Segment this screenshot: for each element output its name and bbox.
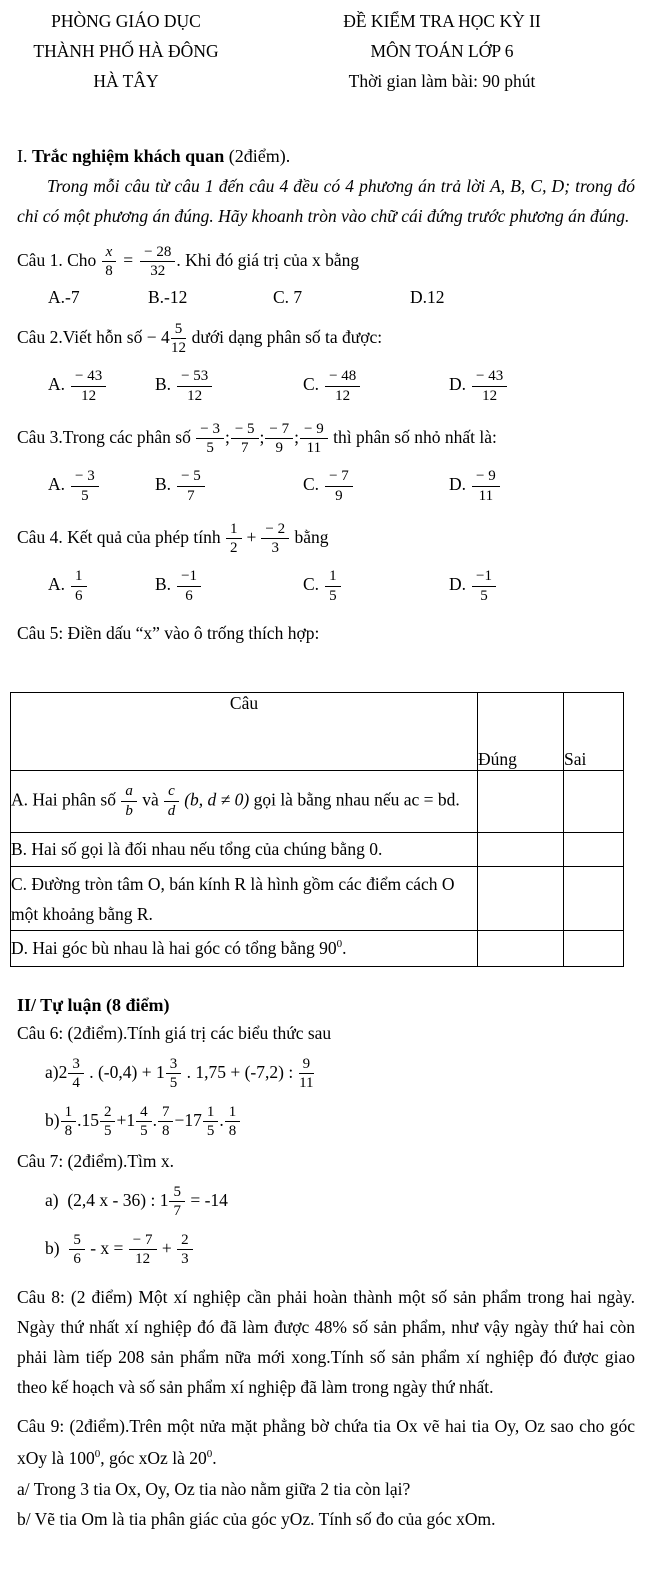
option-label: C.	[303, 474, 320, 495]
operator: . 1,75 + (-7,2) :	[186, 1062, 294, 1082]
question-3-options	[48, 464, 650, 508]
numerator: 3	[166, 1056, 182, 1075]
option-label: D.	[449, 574, 467, 595]
option-a	[48, 468, 155, 505]
denominator: 12	[135, 1251, 151, 1268]
column-header-sai: Sai	[564, 693, 624, 771]
fraction	[168, 1184, 186, 1221]
fraction	[120, 783, 138, 820]
question-9-period: .	[212, 1448, 217, 1468]
operator: .	[152, 1110, 157, 1130]
denominator: 5	[103, 1123, 112, 1140]
denominator: 5	[169, 1075, 178, 1092]
section-1-number: I.	[17, 146, 32, 166]
answer-cell-a-dung	[478, 771, 564, 833]
question-5: Câu 5: Điền dấu “x” vào ô trống thích hợp:	[17, 623, 320, 643]
numerator: − 28	[140, 244, 175, 263]
fraction	[225, 521, 243, 558]
denominator: 5	[480, 587, 488, 604]
table-row-b	[11, 833, 624, 867]
denominator: 11	[299, 1075, 314, 1092]
question-9	[17, 1410, 635, 1474]
numerator: 1	[225, 1104, 241, 1123]
option-a: A.-7	[48, 287, 80, 307]
office-line-3: HÀ TÂY	[93, 71, 159, 91]
exam-duration: Thời gian làm bài: 90 phút	[348, 71, 536, 91]
denominator: 7	[173, 1203, 181, 1220]
numerator: 5	[171, 321, 187, 340]
question-4-lead: Câu 4. Kết quả của phép tính	[17, 527, 221, 547]
equals-sign: =	[123, 250, 134, 270]
separator: ;	[259, 427, 265, 447]
fraction	[230, 421, 260, 458]
exam-header	[0, 0, 650, 96]
denominator: 9	[275, 440, 284, 457]
denominator: 7	[240, 440, 249, 457]
numerator: 1	[325, 568, 341, 587]
denominator: 5	[206, 440, 214, 457]
numerator: 4	[136, 1104, 152, 1123]
question-3	[17, 414, 650, 460]
integer: 2	[58, 1062, 68, 1082]
true-false-table	[10, 692, 624, 967]
plus-sign: +	[246, 527, 257, 547]
numerator: − 48	[325, 368, 360, 387]
option-label: A.	[48, 574, 66, 595]
denominator: b	[125, 803, 133, 819]
integer: 1	[155, 1062, 165, 1082]
denominator: 3	[181, 1251, 189, 1268]
option-a	[48, 368, 155, 405]
question-1-tail: . Khi đó giá trị của x bằng	[176, 250, 360, 270]
option-b: B.-12	[148, 287, 188, 307]
fraction	[202, 1104, 220, 1141]
option-label: C.	[303, 374, 320, 395]
numerator: x	[102, 244, 117, 263]
numerator: − 7	[129, 1232, 157, 1251]
fraction	[70, 368, 107, 405]
part-label: b)	[45, 1238, 60, 1258]
section-1-heading	[17, 146, 650, 167]
section-1-instructions: Trong mỗi câu từ câu 1 đến câu 4 đều có 4 phương án trả lời A, B, C, D; trong đó chỉ có một phương án đúng. Hãy khoanh tròn vào chữ cái đứng trước phương án đúng.	[17, 176, 635, 226]
answer-cell-a-sai	[564, 771, 624, 833]
fraction	[260, 521, 290, 558]
question-1	[17, 237, 650, 283]
option-label: B.	[155, 574, 172, 595]
option-c: C. 7	[273, 287, 303, 307]
numerator: 7	[158, 1104, 174, 1123]
statement-b: B. Hai số gọi là đối nhau nếu tổng của chúng bằng 0.	[11, 833, 478, 867]
numerator: − 5	[231, 421, 259, 440]
option-c	[303, 568, 449, 605]
answer-cell-c-sai	[564, 867, 624, 931]
office-line-1: PHÒNG GIÁO DỤC	[51, 11, 201, 31]
statement-d-text: D. Hai góc bù nhau là hai góc có tổng bằng 90	[11, 938, 337, 958]
column-header-dung: Đúng	[478, 693, 564, 771]
fraction	[176, 568, 202, 605]
question-6b	[45, 1096, 650, 1144]
denominator: 6	[73, 1251, 81, 1268]
option-d: D.12	[410, 287, 445, 307]
denominator: d	[167, 803, 176, 819]
negative-integer: − 4	[146, 327, 170, 347]
fraction	[60, 1104, 78, 1141]
denominator: 32	[150, 263, 166, 280]
denominator: 6	[185, 587, 193, 604]
fraction	[471, 568, 497, 605]
denominator: 12	[187, 387, 203, 404]
fraction	[176, 1232, 194, 1269]
denominator: 12	[335, 387, 351, 404]
numerator: 2	[177, 1232, 193, 1251]
option-d	[449, 568, 497, 605]
denominator: 8	[64, 1123, 73, 1140]
denominator: 5	[81, 487, 89, 504]
question-2-tail: dưới dạng phân số ta được:	[191, 327, 383, 347]
option-label: C.	[303, 574, 320, 595]
numerator: 1	[203, 1104, 219, 1123]
numerator: − 2	[261, 521, 289, 540]
option-c	[303, 468, 449, 505]
option-b	[155, 368, 303, 405]
numerator: a	[121, 783, 137, 802]
numerator: − 9	[300, 421, 328, 440]
numerator: − 3	[71, 468, 99, 487]
option-label: B.	[155, 474, 172, 495]
statement-d	[11, 931, 478, 967]
question-4-tail: bằng	[294, 527, 329, 547]
question-2	[17, 314, 650, 360]
numerator: − 43	[472, 368, 507, 387]
fraction	[128, 1232, 158, 1269]
numerator: 3	[68, 1056, 84, 1075]
denominator: 5	[329, 587, 337, 604]
part-label: a)	[45, 1062, 59, 1082]
denominator: 6	[75, 587, 83, 604]
question-8: Câu 8: (2 điểm) Một xí nghiệp cần phải hoàn thành một số sản phẩm trong hai ngày. Ngày thứ nhất xí nghiệp đó đã làm được 48% số sản phẩm, như vậy ngày thứ hai còn phải làm tiếp 208 sản phẩm nữa mới xong.Tính số sản phẩm xí nghiệp đó được giao theo kế hoạch và số sản phẩm xí nghiệp đã làm trong ngày thứ nhất.	[17, 1287, 635, 1397]
statement-d-period: .	[342, 938, 347, 958]
fraction	[324, 468, 354, 505]
question-1-lead: Câu 1. Cho	[17, 250, 97, 270]
numerator: − 3	[196, 421, 224, 440]
operator: . (-0,4) +	[89, 1062, 152, 1082]
statement-a-text: gọi là bằng nhau nếu ac = bd.	[253, 789, 460, 810]
question-1-options	[48, 287, 650, 308]
answer-cell-d-dung	[478, 931, 564, 967]
part-label: b)	[45, 1110, 60, 1130]
fraction	[68, 1232, 86, 1269]
superscript-degree: 0	[206, 1448, 213, 1461]
fraction	[157, 1104, 175, 1141]
separator: ;	[294, 427, 300, 447]
denominator: 3	[271, 540, 279, 557]
table-row-c	[11, 867, 624, 931]
expression: +	[161, 1238, 172, 1258]
option-c	[303, 368, 449, 405]
fraction	[176, 368, 213, 405]
fraction	[170, 321, 188, 358]
option-label: A.	[48, 374, 66, 395]
numerator: 5	[69, 1232, 85, 1251]
question-3-tail: thì phân số nhỏ nhất là:	[333, 427, 497, 447]
expression: (2,4 x - 36) : 1	[67, 1190, 169, 1210]
fraction	[101, 244, 118, 281]
denominator: 12	[170, 340, 186, 357]
numerator: 5	[169, 1184, 185, 1203]
question-4	[17, 514, 650, 560]
question-2-lead: Câu 2.Viết hỗn số	[17, 327, 143, 347]
denominator: 4	[72, 1075, 80, 1092]
numerator: − 43	[71, 368, 106, 387]
table-header-row	[11, 693, 624, 771]
question-6-title: Câu 6: (2điểm).Tính giá trị các biểu thức sau	[17, 1023, 332, 1043]
fraction	[165, 1056, 183, 1093]
operator: −17	[174, 1110, 202, 1130]
fraction	[139, 244, 176, 281]
section-1-title: Trắc nghiệm khách quan	[32, 146, 225, 166]
option-label: D.	[449, 474, 467, 495]
fraction	[471, 468, 501, 505]
denominator: 12	[482, 387, 498, 404]
numerator: 1	[61, 1104, 77, 1123]
denominator: 8	[105, 263, 113, 280]
fraction	[299, 421, 329, 458]
statement-c: C. Đường tròn tâm O, bán kính R là hình gồm các điểm cách O một khoảng bằng R.	[11, 867, 478, 931]
fraction	[70, 568, 88, 605]
numerator: 1	[71, 568, 87, 587]
option-d	[449, 468, 501, 505]
statement-a-text: A. Hai phân số	[11, 789, 116, 810]
numerator: − 7	[265, 421, 293, 440]
fraction	[264, 421, 294, 458]
question-9b: b/ Vẽ tia Om là tia phân giác của góc yOz. Tính số đo của góc xOm.	[17, 1509, 496, 1529]
question-2-options	[48, 364, 650, 408]
operator: .	[219, 1110, 224, 1130]
option-b	[155, 468, 303, 505]
fraction	[324, 568, 342, 605]
numerator: 1	[226, 521, 242, 540]
numerator: 9	[299, 1056, 315, 1075]
operator: +1	[116, 1110, 136, 1130]
table-row-a	[11, 771, 624, 833]
answer-cell-b-dung	[478, 833, 564, 867]
numerator: 2	[100, 1104, 116, 1123]
numerator: − 9	[472, 468, 500, 487]
option-a	[48, 568, 155, 605]
fraction	[99, 1104, 117, 1141]
option-label: D.	[449, 374, 467, 395]
separator: ;	[224, 427, 230, 447]
fraction	[471, 368, 508, 405]
denominator: 11	[306, 440, 322, 457]
question-9-text: Câu 9: (2điểm).Trên một nửa mặt phẳng bờ chứa tia Ox vẽ hai tia Oy, Oz sao cho góc xOy là 100	[17, 1416, 635, 1468]
option-d	[449, 368, 508, 405]
numerator: − 53	[177, 368, 212, 387]
numerator: −1	[177, 568, 201, 587]
denominator: 8	[161, 1123, 170, 1140]
exam-subject: MÔN TOÁN LỚP 6	[370, 41, 514, 61]
expression: = -14	[190, 1190, 228, 1210]
fraction	[298, 1056, 316, 1093]
question-7-title: Câu 7: (2điểm).Tìm x.	[17, 1151, 174, 1171]
option-b	[155, 568, 303, 605]
denominator: 12	[81, 387, 97, 404]
operator: .15	[77, 1110, 99, 1130]
superscript-degree: 0	[336, 938, 343, 951]
numerator: − 5	[177, 468, 205, 487]
fraction	[224, 1104, 242, 1141]
column-header-cau: Câu	[11, 693, 478, 771]
exam-title: ĐỀ KIỂM TRA HỌC KỲ II	[343, 11, 541, 31]
denominator: 7	[187, 487, 195, 504]
option-label: B.	[155, 374, 172, 395]
question-4-options	[48, 564, 650, 608]
denominator: 2	[230, 540, 238, 557]
numerator: −1	[472, 568, 496, 587]
answer-cell-c-dung	[478, 867, 564, 931]
superscript-degree: 0	[94, 1448, 101, 1461]
fraction	[163, 783, 180, 820]
denominator: 8	[228, 1123, 237, 1140]
statement-a-condition: (b, d ≠ 0)	[184, 789, 250, 810]
answer-cell-d-sai	[564, 931, 624, 967]
fraction	[67, 1056, 85, 1093]
denominator: 5	[140, 1123, 148, 1140]
fraction	[70, 468, 100, 505]
question-9-text: , góc xOz là 20	[100, 1448, 207, 1468]
question-6a	[45, 1048, 650, 1096]
denominator: 11	[478, 487, 494, 504]
statement-a-text: và	[142, 789, 159, 810]
numerator: − 7	[325, 468, 353, 487]
fraction	[176, 468, 206, 505]
fraction	[195, 421, 225, 458]
answer-cell-b-sai	[564, 833, 624, 867]
question-7a	[45, 1176, 650, 1224]
question-9a: a/ Trong 3 tia Ox, Oy, Oz tia nào nằm giữa 2 tia còn lại?	[17, 1479, 411, 1499]
office-line-2: THÀNH PHỐ HÀ ĐÔNG	[33, 41, 219, 61]
denominator: 9	[335, 487, 343, 504]
option-label: A.	[48, 474, 66, 495]
numerator: c	[164, 783, 179, 802]
section-2-heading: II/ Tự luận (8 điểm)	[17, 995, 170, 1015]
part-label: a)	[45, 1190, 59, 1210]
question-3-lead: Câu 3.Trong các phân số	[17, 427, 191, 447]
denominator: 5	[206, 1123, 215, 1140]
question-7b	[45, 1224, 650, 1272]
statement-a	[11, 771, 478, 833]
section-1-points: (2điểm).	[224, 146, 291, 166]
table-row-d	[11, 931, 624, 967]
issuing-office-block	[10, 6, 242, 96]
fraction	[324, 368, 361, 405]
fraction	[135, 1104, 153, 1141]
exam-title-block	[282, 6, 602, 96]
expression: - x =	[90, 1238, 124, 1258]
